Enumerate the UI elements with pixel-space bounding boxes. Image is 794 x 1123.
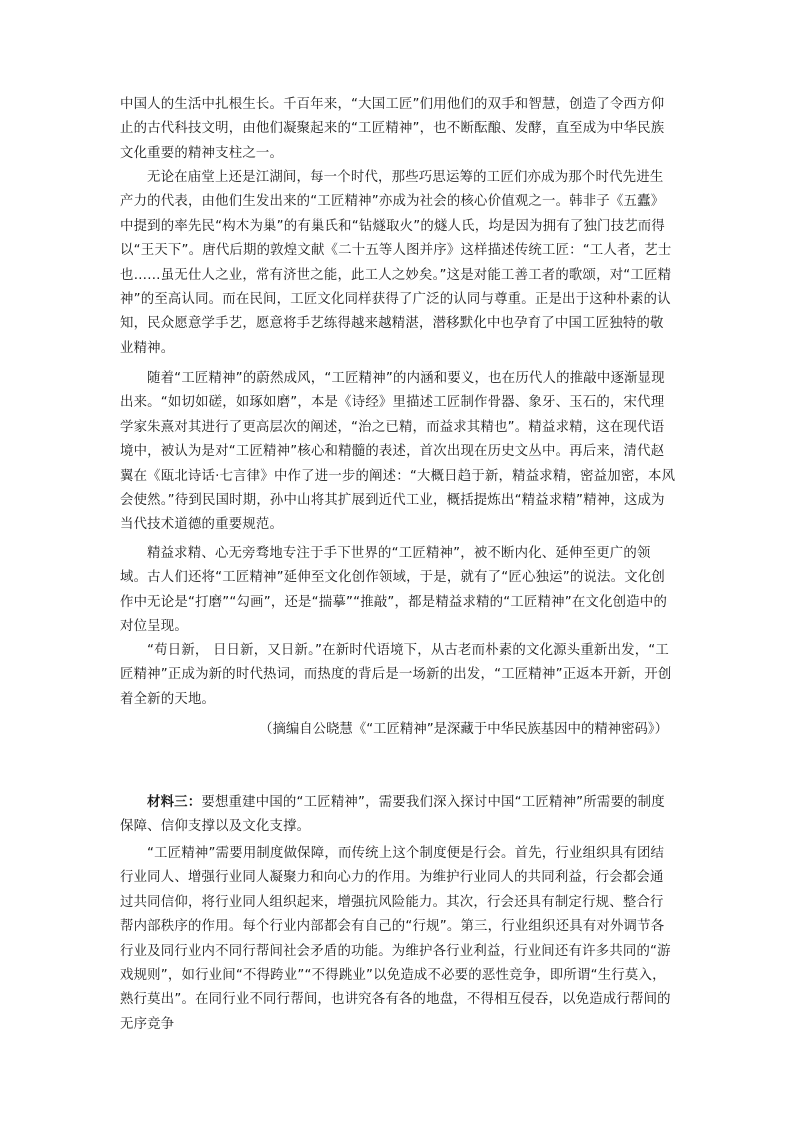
paragraph-3 [120, 367, 676, 538]
material-three-label: 材料三： [147, 795, 202, 810]
paragraph-text: 随着“工匠精神”的蔚然成风，“工匠精神”的内涵和要义，也在历代人的推敲中逐渐显现出来。“如切如磋，如琢如磨”，本是《诗经》里描述工匠制作骨器、象牙、玉石的，宋代理学家朱熹对其进行了更高层次的阐述，“治之已精，而益求其精也”。精益求精，这在现代语境中，被认为是对“工匠精神”核心和精髓的表述，首次出现在历史文丛中。再后来，清代赵翼在《瓯北诗话·七言律》中作了进一步的阐述：“大概日趋于新，精益求精，密益加密，本风会使然。”待到民国时期，孙中山将其扩展到近代工业，概括提炼出“精益求精”精神，这成为当代技术道德的重要规范。 [120, 371, 676, 533]
paragraph-text: “工匠精神”需要用制度做保障，而传统上这个制度便是行会。首先，行业组织具有团结行业同人、增强行业同人凝聚力和向心力的作用。为维护行业同人的共同利益，行会都会通过共同信仰，将行业同人组织起来，增强抗风险能力。其次，行会还具有制定行规、整合行帮内部秩序的作用。每个行业内部都会有自己的“行规”。第三，行业组织还具有对外调节各行业及同行业内不同行帮间社会矛盾的功能。为维护各行业利益，行业间还有许多共同的“游戏规则”，如行业间“不得跨业”“不得跳业”以免造成不必要的恶性竞争，即所谓“生行莫入，熟行莫出”。在同行业不同行帮间，也讲究各有各的地盘，不得相互侵吞，以免造成行帮间的无序竞争 [120, 846, 671, 1032]
paragraph-4 [120, 542, 676, 640]
paragraph-text: 中国人的生活中扎根生长。千百年来，“大国工匠”们用他们的双手和智慧，创造了令西方仰止的古代科技文明，由他们凝聚起来的“工匠精神”，也不断酝酿、发酵，直至成为中华民族文化重要的精神支柱之一。 [120, 97, 665, 161]
paragraph-1 [120, 93, 676, 166]
paragraph-text: 无论在庙堂上还是江湖间，每一个时代，那些巧思运筹的工匠们亦成为那个时代先进生产力的代表，由他们生发出来的“工匠精神”亦成为社会的核心价值观之一。韩非子《五蠹》中提到的率先民“构木为巢”的有巢氏和“钻燧取火”的燧人氏，均是因为拥有了独门技艺而得以“王天下”。唐代后期的敦煌文献《二十五等人图并序》这样描述传统工匠：“工人者，艺士也……虽无仕人之业，常有济世之能，此工人之妙矣。”这是对能工善工者的歌颂，对“工匠精神”的至高认同。而在民间，工匠文化同样获得了广泛的认同与尊重。正是出于这种朴素的认知，民众愿意学手艺，愿意将手艺练得越来越精湛，潜移默化中也孕育了中国工匠独特的敬业精神。 [120, 170, 672, 356]
paragraph-5 [120, 639, 676, 712]
paragraph-text: “苟日新， 日日新，又日新。”在新时代语境下，从古老而朴素的文化源头重新出发，“工匠精神”正成为新的时代热词，而热度的背后是一场新的出发，“工匠精神”正返本开新，开创着全新的天地。 [120, 643, 672, 707]
paragraph-2 [120, 166, 676, 361]
paragraph-text: 精益求精、心无旁骛地专注于手下世界的“工匠精神”，被不断内化、延伸至更广的领域。古人们还将“工匠精神”延伸至文化创作领域，于是，就有了“匠心独运”的说法。文化创作中无论是“打磨”“勾画”，还是“揣摹”“推敲”，都是精益求精的“工匠精神”在文化创造中的对位呈现。 [120, 546, 668, 635]
material-three-text: 要想重建中国的“工匠精神”，需要我们深入探讨中国“工匠精神”所需要的制度保障、信仰支撑以及文化支撑。 [120, 795, 665, 835]
material-three-intro [120, 791, 676, 840]
source-citation: （摘编自公晓慧《“工匠精神”是深藏于中华民族基因中的精神密码》） [259, 722, 668, 737]
paragraph-6 [120, 842, 676, 1037]
